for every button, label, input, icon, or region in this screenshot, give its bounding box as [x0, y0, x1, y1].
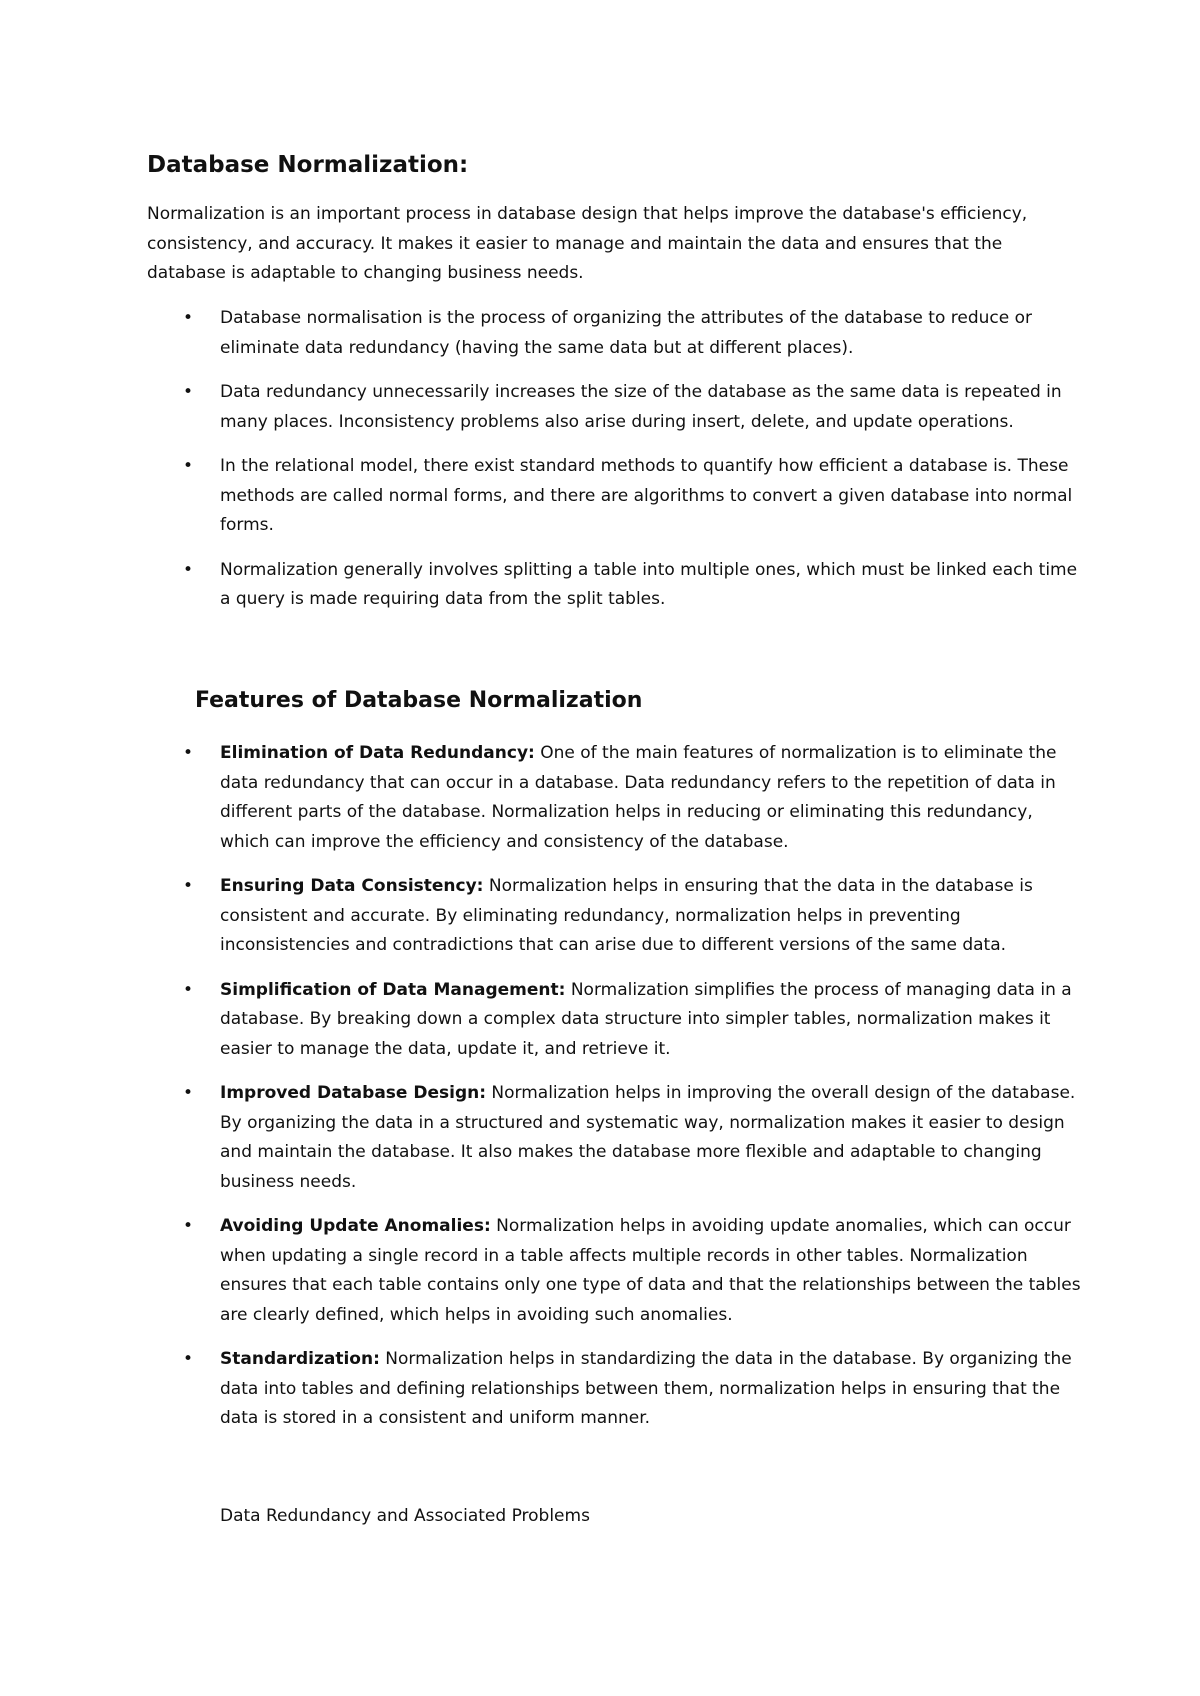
- feature-term: Avoiding Update Anomalies:: [220, 1216, 491, 1236]
- feature-description: Normalization simplifies the process of managing data in a database. By breaking down a complex data structure into simpler tables, normalization makes it easier to manage the data, update it, and retrieve it.: [220, 979, 1072, 1059]
- bullet-icon: •: [183, 559, 194, 580]
- features-heading: Features of Database Normalization: [195, 688, 643, 713]
- feature-description: Normalization helps in improving the overall design of the database. By organizing the data in a structured and systematic way, normalization makes it easier to design and maintain the database. It also makes the database more flexible and adaptable to changing business needs.: [220, 1083, 1076, 1192]
- bullet-icon: •: [183, 876, 194, 896]
- feature-term: Elimination of Data Redundancy:: [220, 743, 535, 763]
- intro-paragraph: Normalization is an important process in database design that helps improve the database's efficiency, consistency, and accuracy. It makes it easier to manage and maintain the data and ensures that the database is adaptable to changing business needs.: [147, 204, 1028, 283]
- normalization-bullet-list: [0, 304, 1082, 630]
- list-item: [0, 378, 1082, 437]
- feature-term: Ensuring Data Consistency:: [220, 876, 484, 896]
- list-item: [0, 304, 1082, 363]
- bullet-icon: •: [183, 456, 194, 476]
- bullet-icon: •: [183, 1216, 194, 1236]
- feature-description: One of the main features of normalization is to eliminate the data redundancy that can occur in a database. Data redundancy refers to the repetition of data in different parts of the database. Normalization helps in reducing or eliminating this redundancy, which can improve the efficiency and consistency of the database.: [220, 743, 1057, 852]
- feature-item: [0, 739, 1082, 857]
- list-item-text: Database normalisation is the process of organizing the attributes of the database to reduce or eliminate data redundancy (having the same data but at different places).: [220, 308, 1033, 358]
- list-item-text: In the relational model, there exist standard methods to quantify how efficient a database is. These methods are called normal forms, and there are algorithms to convert a given database into normal forms.: [220, 456, 1073, 535]
- feature-term: Improved Database Design:: [220, 1083, 487, 1103]
- bullet-icon: •: [183, 308, 194, 328]
- feature-term: Simplification of Data Management:: [220, 979, 566, 1000]
- feature-item: [0, 1079, 1082, 1197]
- bullet-icon: •: [183, 979, 194, 1000]
- feature-item: [0, 872, 1082, 961]
- feature-term: Standardization:: [220, 1349, 380, 1369]
- feature-item: [0, 976, 1082, 1065]
- feature-description: Normalization helps in avoiding update anomalies, which can occur when updating a single record in a table affects multiple records in other tables. Normalization ensures that each table contains only one type of data and that the relationships between the tables are clearly defined, which helps in avoiding such anomalies.: [220, 1216, 1081, 1325]
- feature-item: [0, 1345, 1082, 1434]
- list-item-text: Normalization generally involves splitting a table into multiple ones, which must be linked each time a query is made requiring data from the split tables.: [220, 559, 1078, 609]
- bullet-icon: •: [183, 743, 194, 763]
- list-item-text: Data redundancy unnecessarily increases the size of the database as the same data is repeated in many places. Inconsistency problems also arise during insert, delete, and update operations.: [220, 382, 1062, 432]
- data-redundancy-subheading: Data Redundancy and Associated Problems: [220, 1506, 590, 1526]
- bullet-icon: •: [183, 1349, 194, 1369]
- feature-description: Normalization helps in standardizing the data in the database. By organizing the data into tables and defining relationships between them, normalization helps in ensuring that the data is stored in a consistent and uniform manner.: [220, 1349, 1072, 1428]
- features-list: [0, 739, 1082, 1449]
- feature-description: Normalization helps in ensuring that the data in the database is consistent and accurate. By eliminating redundancy, normalization helps in preventing inconsistencies and contradictions that can arise due to different versions of the same data.: [220, 876, 1033, 955]
- bullet-icon: •: [183, 1083, 194, 1103]
- document-title: Database Normalization:: [147, 152, 469, 178]
- list-item: [0, 556, 1082, 615]
- list-item: [0, 452, 1082, 541]
- bullet-icon: •: [183, 382, 194, 402]
- feature-item: [0, 1212, 1082, 1330]
